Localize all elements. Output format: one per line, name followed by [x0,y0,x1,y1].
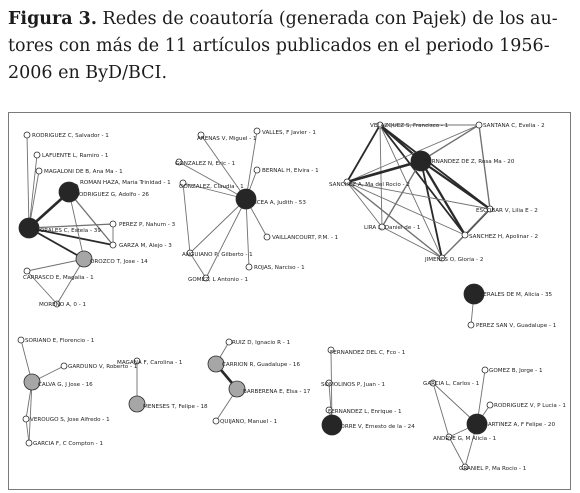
node-label: VALLES, F Javier - 1 [262,130,316,136]
node-label: SANCHEZ A, Ma del Rocio - 2 [329,182,410,188]
node-label: RODRIGUEZ G, Adolfo - 26 [75,192,149,198]
node-label: ESCOBAR V, Lilia E - 2 [476,208,538,214]
node-n28 [462,232,468,238]
figure-label: Figura 3. [8,9,97,29]
edge-n1-n6 [27,135,29,228]
node-label: ANDRYE G, M Alicia - 1 [433,436,497,442]
node-n13 [254,128,260,134]
caption-line-3: 2006 en ByD/BCI. [8,63,168,83]
node-n42 [213,418,219,424]
node-n36 [26,440,32,446]
node-label: MAGANA F, Carolina - 1 [117,360,183,366]
node-label: ROJAS, Narciso - 1 [254,265,305,271]
figure-caption [8,6,574,87]
edge-n16-n19 [183,183,190,253]
edge-n17-n21 [206,199,246,278]
node-label: GOMEZ B, Jorge - 1 [489,368,543,374]
node-label: MARTINEZ A, F Felipe - 20 [483,422,556,428]
node-label: PEREZ P, Nahum - 3 [119,222,176,228]
node-n20 [246,264,252,270]
edge-n14-n17 [179,162,246,199]
node-label: JIMENES O, Gloria - 2 [425,257,484,263]
edge-n25-n27 [347,182,382,227]
edge-n27-n29 [382,227,442,258]
node-label: GRANIEL P, Ma Rocio - 1 [459,466,527,472]
node-label: CARRASCO E, Magalia - 1 [23,275,94,281]
node-n23 [476,122,482,128]
node-label: FERNANDEZ DE Z, Rosa Ma - 20 [425,159,515,165]
node-label: QUIJANO, Manuel - 1 [220,419,278,425]
node-label: RODRIGUEZ C, Salvador - 1 [32,133,109,139]
coauthorship-network [9,113,572,491]
network-figure [8,112,571,490]
node-label: MORALES C, Estela - 39 [35,228,101,234]
node-n10 [24,268,30,274]
node-label: FERNANDEZ DEL C, Fco - 1 [330,350,406,356]
node-n8 [110,242,116,248]
node-label: GONZALEZ, Claudia - 1 [179,184,244,190]
node-n17 [236,189,256,209]
edge-n35-n36 [26,419,29,443]
node-label: PERALES DE M, Alicia - 35 [480,292,553,298]
caption-line-1: Redes de coautoría (generada con Pajek) de los au- [102,9,558,29]
node-label: RUIZ D, Ignacio R - 1 [232,340,291,346]
node-label: SANTANA C, Evelia - 2 [483,123,545,129]
caption-line-2: tores con más de 11 artículos publicados en el periodo 1956- [8,36,550,56]
node-label: SOMOLINOS P, Juan - 1 [321,382,386,388]
edge-n9-n10 [27,259,84,271]
node-label: ARENAS V, Miguel - 1 [197,136,257,142]
node-n47 [482,367,488,373]
node-n15 [254,167,260,173]
node-label: SORIANO E, Florencio - 1 [25,338,95,344]
node-label: RODRIGUEZ V, P Lucia - 1 [494,403,566,409]
node-label: GONZALEZ N, Eric - 1 [175,161,236,167]
node-label: LICEA A, Judith - 53 [252,200,306,206]
node-label: CARRION R, Guadalupe - 16 [222,362,301,368]
edge-n23-n26 [479,125,490,209]
node-n33 [61,363,67,369]
node-label: GOMEZ, L Antonio - 1 [188,277,249,283]
node-n32 [18,337,24,343]
node-n2 [34,152,40,158]
node-label: ROMAN HAZA, Maria Trinidad - 1 [80,180,171,186]
nodes [18,122,566,472]
node-label: MAGALONI DE B, Ana Ma - 1 [44,169,123,175]
node-label: GARDUNO V, Roberto - 1 [68,364,138,370]
node-label: TORRE V, Ernesto de la - 24 [337,424,415,430]
node-label: LAFUENTE L, Ramiro - 1 [42,153,109,159]
node-label: LIRA L, Daniel de - 1 [364,225,421,231]
node-label: FERNANDEZ L, Enrique - 1 [328,409,402,415]
node-label: CALVA G, J Jose - 16 [38,382,93,388]
node-label: VAILLANCOURT, P.M. - 1 [272,235,339,241]
node-label: GARCIA F, C Compton - 1 [33,441,104,447]
node-label: ANGUIANO P, Gilberto - 1 [182,252,253,258]
edges [21,125,490,467]
node-label: BARBERENA E, Elsa - 17 [243,389,311,395]
node-label: VEROUGO S, Jose Alfredo - 1 [30,417,110,423]
edge-n24-n26 [421,161,490,209]
node-label: MORENO A, 0 - 1 [39,302,87,308]
node-n18 [264,234,270,240]
node-n35 [23,416,29,422]
node-label: PEREZ SAN V, Guadalupe - 1 [476,323,557,329]
node-label: VELAZQUEZ S, Francisco - 1 [370,123,449,129]
node-label: OROZCO T, Jose - 14 [90,259,148,265]
node-n1 [24,132,30,138]
node-n31 [468,322,474,328]
node-label: MENESES T, Felipe - 18 [143,404,208,410]
edge-n28-n29 [442,235,465,258]
node-n7 [110,221,116,227]
node-label: SANCHEZ H, Apolinar - 2 [469,234,538,240]
node-n49 [487,402,493,408]
node-n3 [36,168,42,174]
node-label: GARZA M, Alejo - 3 [119,243,172,249]
node-label: GARCIA L, Carlos - 1 [423,381,480,387]
edge-n22-n27 [380,125,382,227]
node-label: BERNAL H, Elvira - 1 [262,168,319,174]
edge-n48-n51 [433,383,449,437]
edge-n17-n19 [190,199,246,253]
